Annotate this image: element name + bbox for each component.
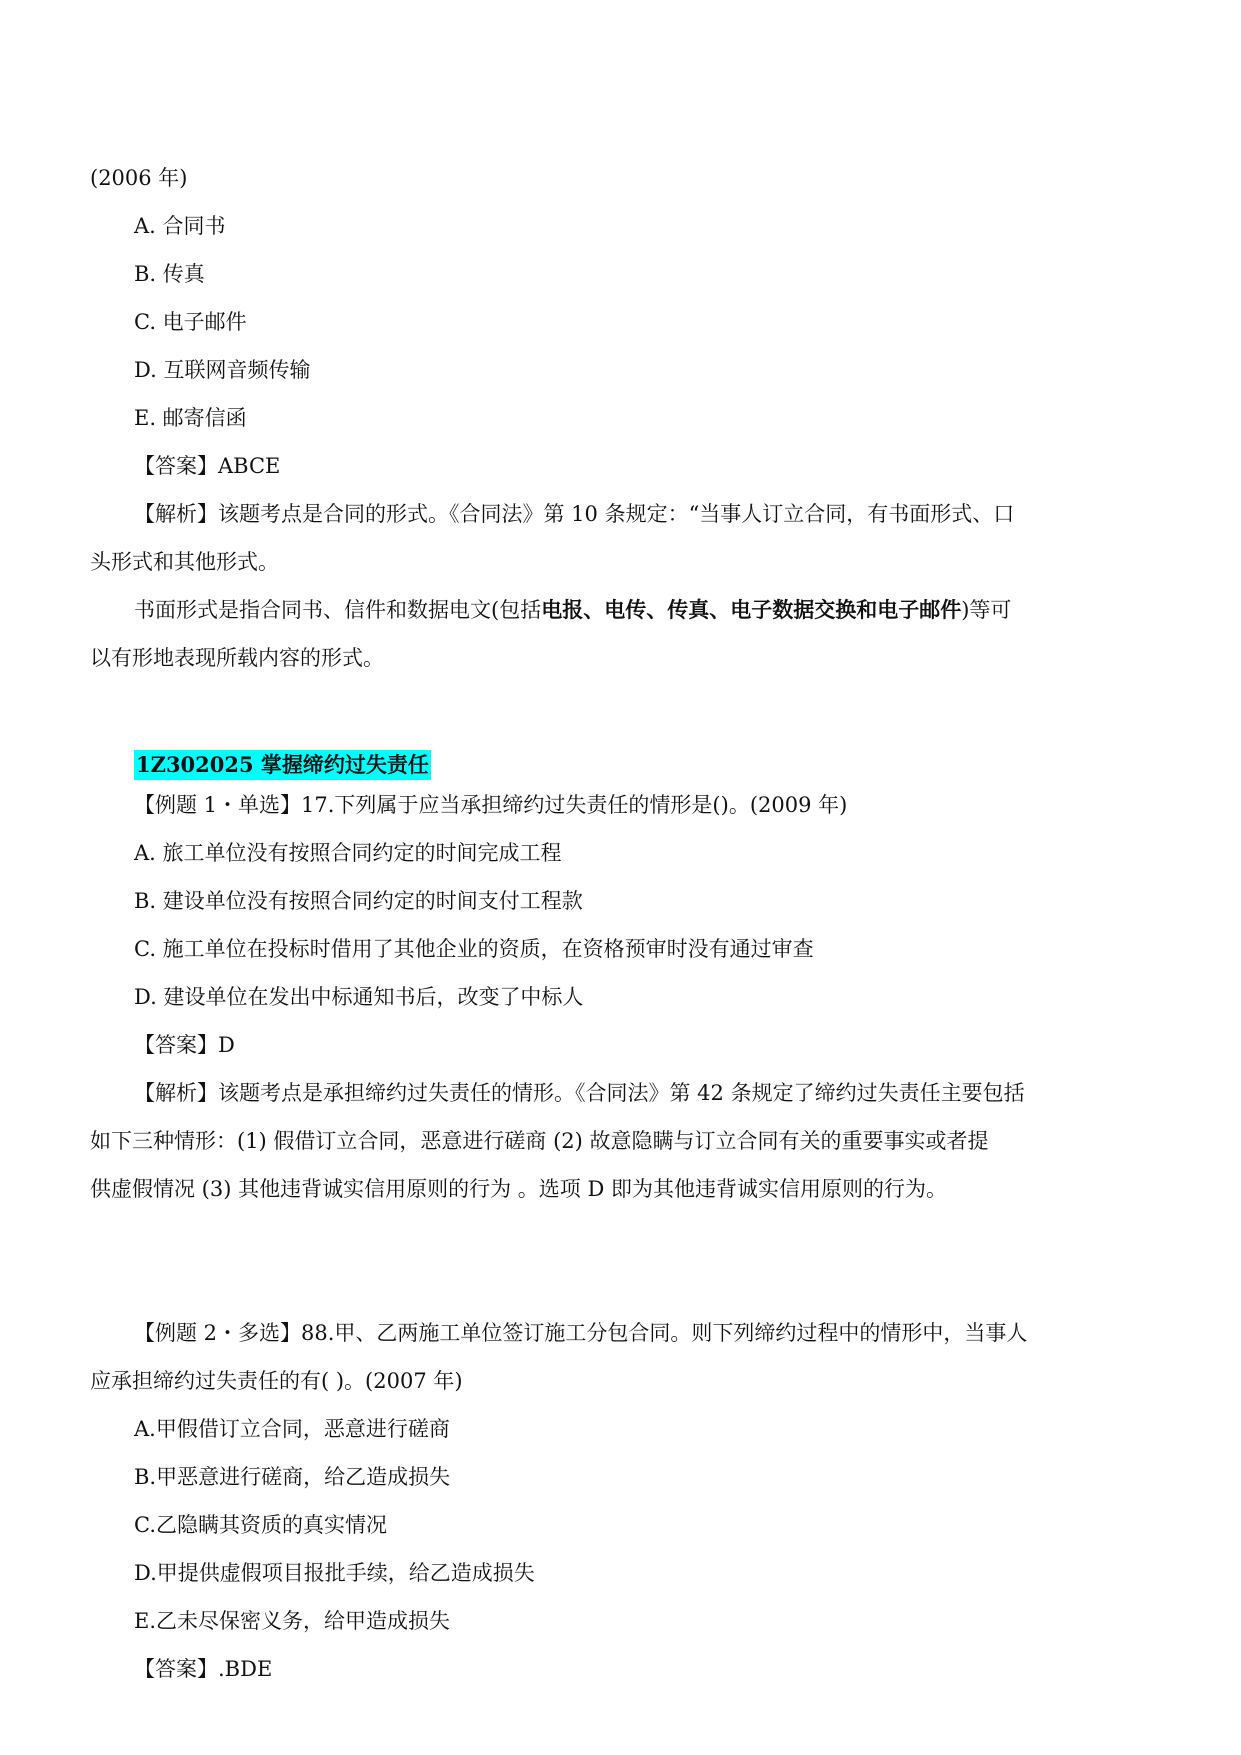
question-year: (2006 年) [90, 166, 188, 190]
analysis-line: 供虚假情况 (3) 其他违背诚实信用原则的行为 。选项 D 即为其他违背诚实信用原则的行为。 [90, 1177, 947, 1201]
paragraph-text: )等可 [961, 598, 1012, 622]
option-d: D. 互联网音频传输 [134, 358, 311, 382]
analysis-line: 头形式和其他形式。 [90, 550, 279, 574]
option-e: E.乙未尽保密义务，给甲造成损失 [134, 1609, 451, 1633]
option-a: A. 合同书 [134, 214, 226, 238]
option-a: A. 旅工单位没有按照合同约定的时间完成工程 [134, 841, 562, 865]
paragraph-line [134, 595, 1011, 625]
option-b: B. 建设单位没有按照合同约定的时间支付工程款 [134, 889, 583, 913]
option-c: C. 施工单位在投标时借用了其他企业的资质，在资格预审时没有通过审查 [134, 937, 814, 961]
analysis-line: 如下三种情形：(1) 假借订立合同，恶意进行磋商 (2) 故意隐瞒与订立合同有关的重要事实或者提 [90, 1129, 989, 1153]
question-stem: 【例题 1・单选】17.下列属于应当承担缔约过失责任的情形是()。(2009 年) [134, 793, 848, 817]
option-d: D.甲提供虚假项目报批手续，给乙造成损失 [134, 1561, 535, 1585]
option-c: C. 电子邮件 [134, 310, 247, 334]
analysis-line: 【解析】该题考点是合同的形式。《合同法》第 10 条规定：“当事人订立合同，有书面形式、口 [134, 502, 1015, 526]
option-d: D. 建设单位在发出中标通知书后，改变了中标人 [134, 985, 584, 1009]
question-stem: 【例题 2・多选】88.甲、乙两施工单位签订施工分包合同。则下列缔约过程中的情形中，当事人 [134, 1321, 1028, 1345]
answer: 【答案】ABCE [134, 454, 281, 478]
answer: 【答案】D [134, 1033, 235, 1057]
paragraph-text: 书面形式是指合同书、信件和数据电文(包括 [134, 598, 542, 622]
paragraph-line: 以有形地表现所载内容的形式。 [90, 646, 384, 670]
option-b: B. 传真 [134, 262, 205, 286]
option-a: A.甲假借订立合同，恶意进行磋商 [134, 1417, 450, 1441]
question-stem: 应承担缔约过失责任的有( )。(2007 年) [90, 1369, 463, 1393]
option-e: E. 邮寄信函 [134, 406, 247, 430]
answer: 【答案】.BDE [134, 1657, 273, 1681]
option-b: B.甲恶意进行磋商，给乙造成损失 [134, 1465, 451, 1489]
analysis-line: 【解析】该题考点是承担缔约过失责任的情形。《合同法》第 42 条规定了缔约过失责任主要包括 [134, 1081, 1025, 1105]
section-title: 1Z302025 掌握缔约过失责任 [134, 750, 431, 780]
option-c: C.乙隐瞒其资质的真实情况 [134, 1513, 387, 1537]
paragraph-bold-text: 电报、电传、传真、电子数据交换和电子邮件 [541, 597, 962, 622]
